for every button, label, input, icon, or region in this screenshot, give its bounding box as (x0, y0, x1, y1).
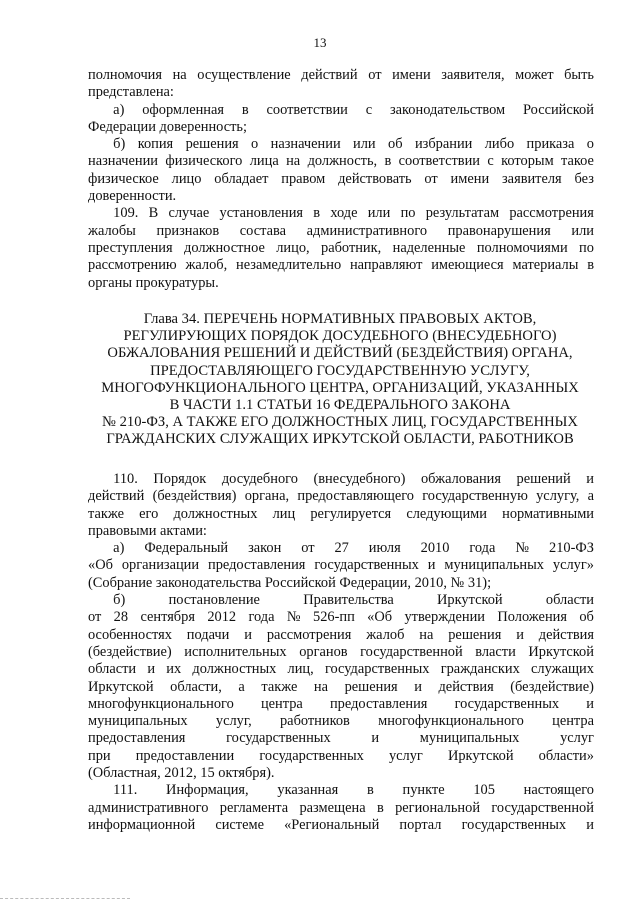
word: либо (484, 136, 515, 153)
word: полномочиями (476, 239, 568, 256)
word: нормативными (502, 505, 594, 522)
word: решения (185, 136, 239, 153)
word: (бездействие) (88, 643, 172, 660)
text-line (88, 609, 594, 626)
chapter-heading (60, 311, 620, 449)
word: копия (137, 136, 174, 153)
word: настоящего (523, 782, 594, 799)
word: досудебного (221, 471, 298, 487)
word: 110. (88, 471, 138, 487)
word: организации (121, 557, 200, 574)
page-number: 13 (313, 35, 327, 50)
word: при (88, 747, 111, 764)
word: физическое (88, 170, 159, 187)
word: в (376, 799, 384, 816)
text-line (88, 748, 594, 765)
word: года (469, 540, 496, 557)
word: приказа (526, 136, 575, 153)
text-line (88, 67, 594, 84)
word: в (241, 101, 249, 118)
text-line (88, 800, 594, 817)
word: 27 (334, 540, 349, 557)
word: направляют (349, 257, 423, 274)
word: услуг (560, 730, 594, 747)
word: особенностях (88, 626, 172, 643)
word: Иркутской (528, 643, 594, 660)
word: «Об (367, 609, 393, 626)
word: обладает (214, 170, 269, 187)
word: или (571, 222, 594, 239)
word: законодательством (389, 101, 506, 118)
word: на (286, 153, 301, 170)
word: предоставлении (135, 747, 235, 764)
word: в (366, 782, 374, 799)
word: также (88, 505, 124, 522)
word: заявителя, (441, 67, 505, 83)
word: действия (538, 626, 594, 643)
word: от (424, 170, 438, 187)
text-line (88, 782, 594, 799)
word: предоставляющего (297, 488, 414, 505)
text-line: представлена: (88, 84, 174, 101)
word: № (286, 609, 301, 626)
word: Иркутской (437, 592, 503, 609)
text-line (88, 592, 594, 609)
word: размещена (299, 799, 366, 816)
word: лицо, (276, 239, 310, 256)
text-line: Федерации доверенность; (88, 118, 247, 135)
heading-line: Глава 34. ПЕРЕЧЕНЬ НОРМАТИВНЫХ ПРАВОВЫХ АКТОВ, (143, 311, 537, 327)
word: жалобы (88, 222, 136, 239)
word: центра (260, 695, 303, 712)
word: лиц, (287, 661, 314, 678)
heading-line: № 210-ФЗ, А ТАКЖЕ ЕГО ДОЛЖНОСТНЫХ ЛИЦ, ГОСУДАРСТВЕННЫХ (102, 414, 578, 431)
text-line (88, 627, 594, 644)
word: Информация, (166, 782, 249, 799)
text-line (88, 136, 594, 153)
word: 210-ФЗ (549, 540, 594, 557)
word: региональной (395, 799, 481, 816)
text-line (88, 661, 594, 678)
word: области» (538, 747, 594, 764)
text-line (88, 102, 594, 119)
word: о (251, 136, 259, 153)
word: Положения (497, 609, 567, 626)
word: от (368, 67, 382, 83)
word: которым (501, 153, 554, 170)
word: и (147, 661, 156, 678)
paragraphs-top (88, 67, 594, 292)
word: июля (368, 540, 401, 557)
word: государственных (454, 695, 560, 712)
word: должностное (184, 239, 265, 256)
heading-line: В ЧАСТИ 1.1 СТАТЬИ 16 ФЕДЕРАЛЬНОГО ЗАКОНА (169, 397, 511, 414)
word: и (586, 816, 594, 833)
word: лица (249, 153, 279, 170)
word: соответствии (398, 153, 480, 170)
word: предоставления (208, 557, 306, 574)
word: признаков (156, 222, 220, 239)
word: государственных (314, 557, 419, 574)
word: государственных (324, 661, 430, 678)
word: лицо (171, 170, 202, 187)
word: а (587, 488, 594, 505)
text-line: (Областная, 2012, 15 октября). (88, 765, 275, 782)
word: в (313, 205, 321, 222)
word: а) (88, 101, 125, 118)
heading-line: МНОГОФУНКЦИОНАЛЬНОГО ЦЕНТРА, ОРГАНИЗАЦИЙ, УКАЗАННЫХ (101, 379, 579, 396)
text-line (88, 257, 594, 274)
word: «Об (88, 557, 113, 574)
word: регулируется (310, 505, 392, 522)
word: области (545, 592, 594, 609)
word: физического (165, 153, 243, 170)
text-line: (Собрание законодательства Российской Федерации, 2010, № 31); (88, 574, 492, 591)
word: действовать (338, 170, 412, 187)
word: обжалования (420, 471, 501, 487)
word: решений (516, 471, 571, 487)
word: 109. (88, 205, 139, 222)
word: на (419, 626, 434, 643)
word: 526-пп (313, 609, 355, 626)
word: действия (438, 678, 494, 695)
word: Федеральный (144, 540, 229, 557)
word: и (244, 626, 252, 643)
word: Порядок (153, 471, 207, 487)
word: а (238, 678, 245, 695)
text-line: правовыми актами: (88, 522, 207, 539)
word: может (515, 67, 554, 83)
word: действий (301, 67, 358, 83)
text-line (88, 223, 594, 240)
word: государственную (422, 488, 528, 505)
word: решения (344, 678, 398, 695)
text-line (88, 205, 594, 222)
scan-edge-divider (0, 898, 130, 899)
word: Иркутской (447, 747, 514, 764)
word: в (384, 153, 392, 170)
word: Иркутской (88, 678, 154, 695)
word: от (88, 609, 102, 626)
word: должность, (307, 153, 378, 170)
word: незамедлительно (236, 257, 342, 274)
word: на (172, 67, 187, 83)
word: с (365, 101, 373, 118)
word: государственных (461, 816, 567, 833)
word: рассмотрению (88, 257, 177, 274)
heading-line: ГРАЖДАНСКИХ СЛУЖАЩИХ ИРКУТСКОЙ ОБЛАСТИ, РАБОТНИКОВ (106, 431, 574, 448)
word: (внесудебного) (313, 471, 406, 487)
word: соответствии (266, 101, 348, 118)
word: преступления (88, 239, 173, 256)
word: постановление (168, 592, 260, 609)
word: избрании (414, 136, 473, 153)
word: о (586, 136, 594, 153)
word: 111. (88, 782, 138, 799)
word: 28 (113, 609, 129, 626)
word: подачи (186, 626, 230, 643)
word: Российской (523, 101, 594, 118)
text-line: органы прокуратуры. (88, 274, 219, 291)
text-line (88, 679, 594, 696)
word: также (261, 678, 298, 695)
word: от (301, 540, 315, 557)
word: ходе (330, 205, 358, 222)
text-line (88, 713, 594, 730)
word: по (579, 239, 594, 256)
word: материалы (512, 257, 579, 274)
word: решения (448, 626, 502, 643)
word: сентября (140, 609, 195, 626)
word: в (587, 257, 594, 274)
word: утверждении (404, 609, 486, 626)
word: 2012 (207, 609, 237, 626)
word: услуг (388, 747, 423, 764)
word: указанная (277, 782, 339, 799)
text-line (88, 240, 594, 257)
word: и (371, 730, 380, 747)
word: муниципальных (444, 557, 544, 574)
word: жалоб (366, 626, 405, 643)
word: (бездействия) (152, 488, 237, 505)
word: служащих (531, 661, 594, 678)
heading-line: РЕГУЛИРУЮЩИХ ПОРЯДОК ДОСУДЕБНОГО (ВНЕСУДЕБНОГО) (123, 328, 557, 345)
word: предоставления (88, 730, 186, 747)
word: и (427, 557, 436, 574)
word: государственных (259, 747, 364, 764)
text-line (88, 540, 594, 557)
word: центра (552, 713, 594, 730)
word: области (88, 661, 137, 678)
word: и (586, 695, 594, 712)
heading-line: ПРЕДОСТАВЛЯЮЩЕГО ГОСУДАРСТВЕННУЮ УСЛУГУ, (150, 362, 530, 379)
text-line (88, 471, 594, 488)
text-line (88, 488, 594, 505)
word: работник, (321, 239, 382, 256)
word: услугу, (536, 488, 580, 505)
word: лиц (272, 505, 296, 522)
word: «Региональный (284, 816, 380, 833)
word: действий (88, 488, 145, 505)
word: закон (248, 540, 282, 557)
text-line (88, 817, 594, 834)
word: осуществление (197, 67, 291, 83)
word: б) (88, 592, 126, 609)
word: его (139, 505, 159, 522)
text-line: доверенности. (88, 188, 177, 205)
text-line (88, 730, 594, 747)
word: должностных (192, 661, 277, 678)
word: и (516, 626, 524, 643)
word: пункте (402, 782, 445, 799)
word: 105 (473, 782, 495, 799)
word: должностных (173, 505, 258, 522)
word: (бездействие) (510, 678, 594, 695)
word: исполнительных (184, 643, 287, 660)
text-line (88, 153, 594, 170)
word: органов (299, 643, 348, 660)
word: полномочия (88, 67, 162, 83)
word: результатам (425, 205, 500, 222)
word: состава (239, 222, 286, 239)
word: назначении (88, 153, 159, 170)
text-line (88, 557, 594, 574)
text-line (88, 696, 594, 713)
word: работников (279, 713, 350, 730)
word: или (353, 136, 376, 153)
word: такое (561, 153, 594, 170)
text-line (88, 506, 594, 523)
word: рассмотрения (266, 626, 352, 643)
word: их (166, 661, 182, 678)
word: № (515, 540, 530, 557)
word: государственных (226, 730, 331, 747)
word: многофункционального (378, 713, 524, 730)
word: случае (168, 205, 210, 222)
word: услуг» (552, 557, 594, 574)
word: без (574, 170, 594, 187)
word: заявителя (502, 170, 562, 187)
word: об (579, 609, 594, 626)
word: следующими (406, 505, 487, 522)
word: В (148, 205, 159, 222)
word: правом (281, 170, 326, 187)
word: власти (475, 643, 516, 660)
word: государственной (360, 643, 463, 660)
word: об (388, 136, 403, 153)
word: б) (88, 136, 126, 153)
word: портал (399, 816, 442, 833)
word: а) (88, 540, 125, 557)
text-line (88, 171, 594, 188)
word: информационной (88, 816, 196, 833)
word: года (248, 609, 275, 626)
word: и (586, 471, 594, 487)
word: 2010 (420, 540, 450, 557)
word: муниципальных (419, 730, 520, 747)
word: муниципальных (88, 713, 188, 730)
word: предоставления (329, 695, 428, 712)
word: административного (306, 222, 428, 239)
word: правонарушения (447, 222, 551, 239)
word: имени (450, 170, 490, 187)
word: установления (219, 205, 304, 222)
word: административного (88, 799, 209, 816)
word: регламента (219, 799, 289, 816)
word: Правительства (303, 592, 394, 609)
word: жалоб, (185, 257, 228, 274)
word: оформленная (142, 101, 225, 118)
word: органа, (244, 488, 290, 505)
word: государственной (491, 799, 594, 816)
text-line (88, 644, 594, 661)
word: имени (392, 67, 431, 83)
word: рассмотрения (509, 205, 594, 222)
word: по (400, 205, 416, 222)
word: наделенные (392, 239, 466, 256)
word: с (487, 153, 494, 170)
word: гражданских (440, 661, 520, 678)
heading-line: ОБЖАЛОВАНИЯ РЕШЕНИЙ И ДЕЙСТВИЙ (БЕЗДЕЙСТВИЯ) ОРГАНА, (107, 345, 573, 362)
word: услуг, (215, 713, 252, 730)
word: и (414, 678, 422, 695)
word: имеющиеся (431, 257, 504, 274)
word: системе (215, 816, 264, 833)
word: области, (170, 678, 222, 695)
word: на (313, 678, 329, 695)
paragraphs-bottom (88, 471, 594, 834)
word: назначении (270, 136, 341, 153)
word: или (367, 205, 391, 222)
word: многофункционального (88, 695, 234, 712)
word: быть (564, 67, 594, 83)
